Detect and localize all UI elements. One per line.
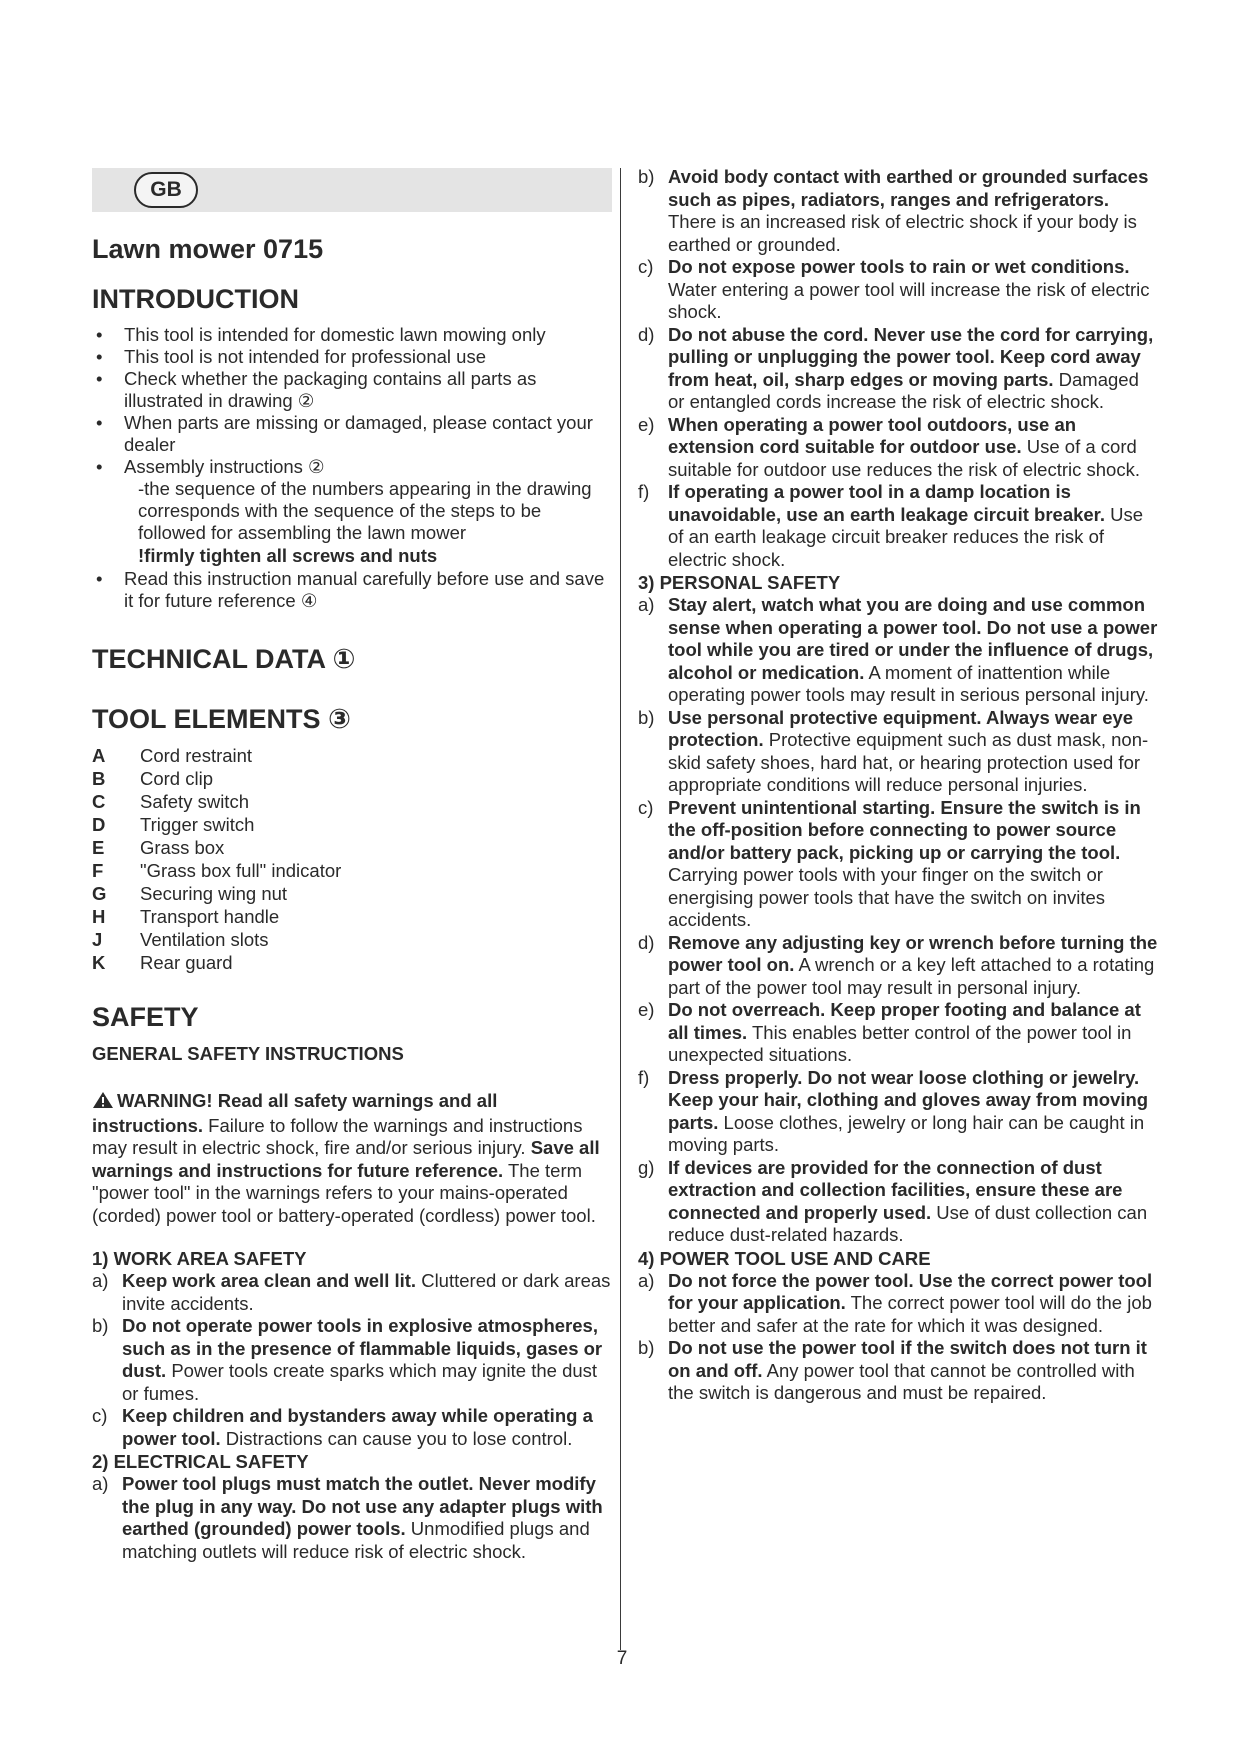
element-label: Rear guard xyxy=(140,952,233,973)
element-letter: J xyxy=(92,929,103,950)
list-item xyxy=(638,256,1158,324)
item-bold: Avoid body contact with earthed or grounded surfaces such as pipes, radiators, ranges and refrigerators. xyxy=(668,166,1149,210)
item-bold: If devices are provided for the connection of dust extraction and collection facilities, ensure these are connected and properly used. xyxy=(668,1156,1123,1223)
item-label: d) xyxy=(638,323,655,345)
item-bold: Remove any adjusting key or wrench before turning the power tool on. xyxy=(668,931,1158,975)
item-bold: Do not operate power tools in explosive atmospheres, such as in the presence of flammable liquids, gases or dust. xyxy=(122,1315,603,1381)
item-label: b) xyxy=(638,1337,655,1358)
item-label: a) xyxy=(638,594,655,615)
list-item xyxy=(638,324,1158,414)
item-text: Distractions can cause you to lose control. xyxy=(220,1427,573,1449)
item-text: Power tools create sparks which may ignite the dust or fumes. xyxy=(122,1360,598,1404)
item-label: c) xyxy=(638,796,654,818)
element-label: Transport handle xyxy=(140,906,280,927)
item-label: e) xyxy=(638,999,655,1020)
general-safety-subheading: GENERAL SAFETY INSTRUCTIONS xyxy=(92,1043,404,1064)
item-bold: Prevent unintentional starting. Ensure the switch is in the off-position before connecting to power source and/or battery pack, picking up or carrying the tool. xyxy=(668,796,1141,863)
language-badge: GB xyxy=(134,172,198,208)
introduction-list-end xyxy=(92,568,612,612)
warning-triangle-icon xyxy=(92,1091,114,1115)
element-letter: C xyxy=(92,791,106,812)
item-label: f) xyxy=(638,481,650,502)
item-label: e) xyxy=(638,413,655,435)
list-item xyxy=(92,1473,612,1563)
list-item xyxy=(638,1270,1158,1338)
list-item xyxy=(92,1270,612,1315)
item-bold: When operating a power tool outdoors, use an extension cord suitable for outdoor use. xyxy=(668,413,1077,457)
item-bold: Do not abuse the cord. Never use the cord for carrying, pulling or unplugging the power tool. Keep cord away from heat, oil, sharp edges or moving parts. xyxy=(668,323,1154,390)
element-letter: K xyxy=(92,952,106,973)
list-item xyxy=(638,481,1158,571)
list-item xyxy=(638,1157,1158,1247)
item-label: b) xyxy=(92,1315,109,1336)
item-label: a) xyxy=(92,1270,109,1291)
item-label: b) xyxy=(638,166,655,187)
technical-data-heading: TECHNICAL DATA ① xyxy=(92,644,356,674)
list-item: • Check whether the packaging contains all parts as illustrated in drawing ② xyxy=(92,368,612,412)
warning-text-1: Failure to follow the warnings and instructions may result in electric shock, fire and/or serious injury. xyxy=(92,1114,583,1158)
item-label: g) xyxy=(638,1156,655,1178)
warning-bold-2: Save all warnings and instructions for future reference. xyxy=(92,1137,600,1181)
tool-elements-heading: TOOL ELEMENTS ③ xyxy=(92,704,351,734)
element-letter: E xyxy=(92,837,105,858)
right-column xyxy=(638,166,1158,1405)
item-text: Any power tool that cannot be controlled with the switch is dangerous and must be repaired. xyxy=(668,1359,1135,1403)
element-label: "Grass box full" indicator xyxy=(140,860,342,881)
item-bold: Do not expose power tools to rain or wet conditions. xyxy=(668,256,1130,277)
page-number: 7 xyxy=(616,1648,628,1669)
work-area-heading: 1) WORK AREA SAFETY xyxy=(92,1248,307,1269)
assembly-note: -the sequence of the numbers appearing in the drawing corresponds with the sequence of the steps to be followed for assembling the lawn mower xyxy=(138,478,592,543)
tool-element-row xyxy=(92,813,612,836)
list-item xyxy=(638,707,1158,797)
list-item xyxy=(638,166,1158,256)
item-bold: Do not use the power tool if the switch does not turn it on and off. xyxy=(668,1337,1147,1381)
item-bold: If operating a power tool in a damp location is unavoidable, use an earth leakage circuit breaker. xyxy=(668,481,1105,525)
electrical-heading: 2) ELECTRICAL SAFETY xyxy=(92,1451,309,1472)
list-item xyxy=(638,1067,1158,1157)
list-item xyxy=(638,594,1158,707)
element-label: Ventilation slots xyxy=(140,929,269,950)
item-bold: Dress properly. Do not wear loose clothing or jewelry. Keep your hair, clothing and gloves away from moving parts. xyxy=(668,1066,1149,1133)
safety-heading: SAFETY xyxy=(92,1002,199,1032)
item-label: c) xyxy=(92,1405,108,1426)
element-label: Cord clip xyxy=(140,768,213,789)
item-label: a) xyxy=(638,1269,655,1291)
list-item: • This tool is not intended for professional use xyxy=(92,346,612,368)
element-letter: B xyxy=(92,768,106,789)
tool-element-row xyxy=(92,882,612,905)
element-letter: G xyxy=(92,883,107,904)
introduction-heading: INTRODUCTION xyxy=(92,284,299,314)
tighten-note: !firmly tighten all screws and nuts xyxy=(138,545,438,566)
column-divider xyxy=(620,168,621,1650)
item-bold: Keep work area clean and well lit. xyxy=(122,1270,417,1291)
document-title: Lawn mower 0715 xyxy=(92,234,324,264)
item-text: Use of an earth leakage circuit breaker reduces the risk of electric shock. xyxy=(668,503,1144,570)
item-text: The correct power tool will do the job better and safer at the rate for which it was designed. xyxy=(668,1292,1152,1336)
introduction-list xyxy=(92,324,612,478)
item-label: f) xyxy=(638,1066,650,1088)
item-bold: Keep children and bystanders away while operating a power tool. xyxy=(122,1405,593,1449)
tool-element-row xyxy=(92,928,612,951)
item-text: Damaged or entangled cords increase the risk of electric shock. xyxy=(668,368,1139,412)
tool-element-row xyxy=(92,859,612,882)
item-text: This enables better control of the power tool in unexpected situations. xyxy=(668,1021,1132,1065)
element-label: Grass box xyxy=(140,837,225,858)
element-label: Cord restraint xyxy=(140,745,253,766)
element-letter: D xyxy=(92,814,106,835)
item-text: Loose clothes, jewelry or long hair can be caught in moving parts. xyxy=(668,1111,1145,1155)
warning-paragraph xyxy=(92,1090,612,1227)
item-text: There is an increased risk of electric shock if your body is earthed or grounded. xyxy=(668,211,1137,255)
tool-element-row xyxy=(92,905,612,928)
language-bar xyxy=(92,168,612,212)
item-text: Cluttered or dark areas invite accidents. xyxy=(122,1270,611,1314)
warning-text-2: The term "power tool" in the warnings refers to your mains-operated (corded) power tool or battery-operated (cordless) power tool. xyxy=(92,1159,596,1226)
element-letter: H xyxy=(92,906,106,927)
item-text: Water entering a power tool will increase the risk of electric shock. xyxy=(668,278,1150,322)
item-label: c) xyxy=(638,256,654,277)
list-item xyxy=(638,797,1158,932)
list-item xyxy=(638,414,1158,482)
item-bold: Use personal protective equipment. Always wear eye protection. xyxy=(668,706,1134,750)
item-text: Use of dust collection can reduce dust-related hazards. xyxy=(668,1201,1148,1245)
element-label: Securing wing nut xyxy=(140,883,288,904)
tool-element-row xyxy=(92,790,612,813)
left-column xyxy=(92,168,612,1563)
element-label: Trigger switch xyxy=(140,814,255,835)
item-label: b) xyxy=(638,706,655,728)
element-letter: F xyxy=(92,860,104,881)
list-item xyxy=(638,999,1158,1067)
item-bold: Do not force the power tool. Use the correct power tool for your application. xyxy=(668,1269,1153,1313)
item-bold: Stay alert, watch what you are doing and use common sense when operating a power tool. Do not use a power tool while you are tired or under the influence of drugs, alcohol or medication. xyxy=(668,594,1158,683)
item-bold: Do not overreach. Keep proper footing and balance at all times. xyxy=(668,999,1141,1043)
list-item: • Assembly instructions ② xyxy=(92,456,612,478)
tool-element-row xyxy=(92,951,612,974)
element-label: Safety switch xyxy=(140,791,249,812)
list-item xyxy=(638,932,1158,1000)
tool-elements-list xyxy=(92,744,612,974)
item-text: A wrench or a key left attached to a rotating part of the power tool may result in personal injury. xyxy=(668,954,1155,998)
tool-element-row xyxy=(92,767,612,790)
list-item xyxy=(638,1337,1158,1405)
list-item: • This tool is intended for domestic lawn mowing only xyxy=(92,324,612,346)
list-item xyxy=(92,1405,612,1450)
item-label: a) xyxy=(92,1473,109,1494)
list-item: • When parts are missing or damaged, please contact your dealer xyxy=(92,412,612,456)
item-text: A moment of inattention while operating power tools may result in serious personal injury. xyxy=(668,661,1149,705)
power-tool-use-heading: 4) POWER TOOL USE AND CARE xyxy=(638,1247,931,1269)
item-text: Protective equipment such as dust mask, non-skid safety shoes, hard hat, or hearing protection used for appropriate conditions will reduce personal injuries. xyxy=(668,729,1149,795)
list-item xyxy=(92,1315,612,1405)
item-bold: Power tool plugs must match the outlet. Never modify the plug in any way. Do not use any adapter plugs with earthed (grounded) power tools. xyxy=(122,1473,603,1539)
item-label: d) xyxy=(638,931,655,953)
warning-bold-1: WARNING! Read all safety warnings and all instructions. xyxy=(92,1090,498,1136)
tool-element-row xyxy=(92,836,612,859)
element-letter: A xyxy=(92,745,106,766)
tool-element-row xyxy=(92,744,612,767)
list-item: • Read this instruction manual carefully before use and save it for future reference ④ xyxy=(92,568,612,612)
item-text: Use of a cord suitable for outdoor use reduces the risk of electric shock. xyxy=(668,436,1140,480)
item-text: Carrying power tools with your finger on the switch or energising power tools that have the switch on invites accidents. xyxy=(668,864,1106,930)
item-text: Unmodified plugs and matching outlets will reduce risk of electric shock. xyxy=(122,1518,590,1562)
personal-safety-heading: 3) PERSONAL SAFETY xyxy=(638,572,841,593)
